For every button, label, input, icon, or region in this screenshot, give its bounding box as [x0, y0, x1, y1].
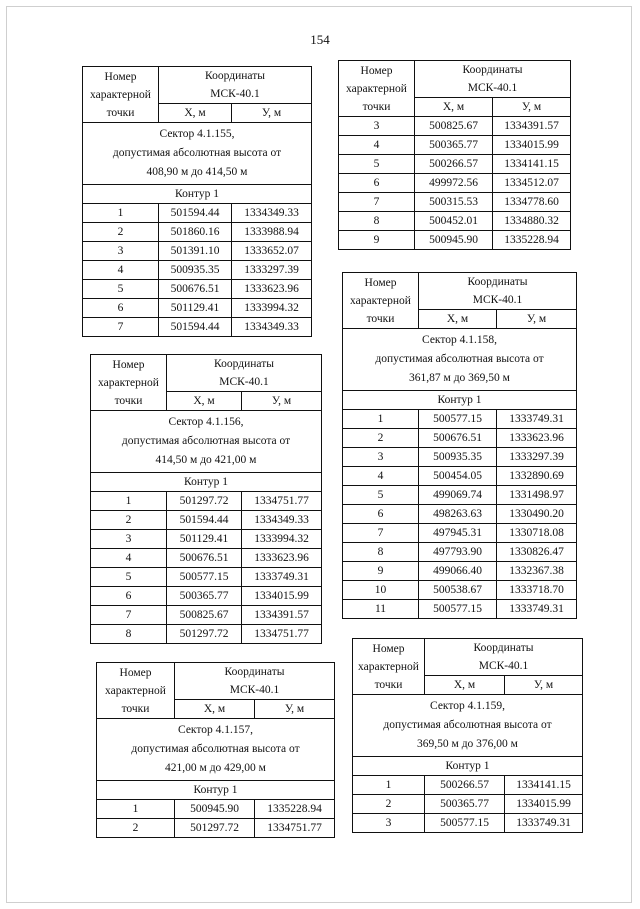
coordinates-table-1 [82, 66, 312, 337]
coordinates-header [159, 67, 312, 104]
sector-description [91, 411, 322, 473]
point-number: 9 [343, 562, 419, 581]
table-row [343, 562, 577, 581]
header-row [339, 61, 571, 98]
table-row [91, 511, 322, 530]
point-number: 4 [91, 549, 167, 568]
table-row [339, 136, 571, 155]
header-text: МСК-40.1 [478, 660, 529, 672]
header-text: Номер [112, 358, 145, 371]
point-number: 1 [343, 410, 419, 429]
sector-row [353, 695, 583, 757]
point-number-header [353, 639, 425, 695]
x-column-header: X, м [425, 676, 505, 695]
x-column-header: X, м [419, 310, 497, 329]
sector-line: допустимая абсолютная высота от [375, 353, 544, 365]
header-text: МСК-40.1 [210, 88, 260, 100]
point-number: 3 [353, 814, 425, 833]
table-row [353, 795, 583, 814]
table-row [343, 543, 577, 562]
x-coordinate: 501860.16 [159, 223, 232, 242]
coordinates-table-3 [90, 354, 322, 644]
point-number: 7 [339, 193, 415, 212]
sector-line: Сектор 4.1.156, [168, 416, 244, 428]
table-row [91, 587, 322, 606]
point-number: 8 [339, 212, 415, 231]
header-text: характерной [346, 82, 407, 95]
coordinates-table-6 [352, 638, 583, 833]
point-number: 2 [343, 429, 419, 448]
y-coordinate: 1335228.94 [255, 800, 335, 819]
sector-description [353, 695, 583, 757]
x-coordinate: 497945.31 [419, 524, 497, 543]
table-row [97, 800, 335, 819]
x-coordinate: 500315.53 [415, 193, 493, 212]
x-column-header: X, м [175, 700, 255, 719]
x-coordinate: 501594.44 [167, 511, 242, 530]
point-number: 1 [91, 492, 167, 511]
contour-row [91, 473, 322, 492]
point-number-header [83, 67, 159, 123]
point-number: 7 [343, 524, 419, 543]
x-coordinate: 500577.15 [425, 814, 505, 833]
y-coordinate: 1334015.99 [242, 587, 322, 606]
point-number: 6 [83, 299, 159, 318]
point-number: 5 [343, 486, 419, 505]
table-row [91, 568, 322, 587]
header-text: точки [366, 312, 395, 325]
x-coordinate: 500945.90 [415, 231, 493, 250]
sector-line: 414,50 м до 421,00 м [155, 454, 257, 466]
table-row [353, 814, 583, 833]
x-column-header: X, м [415, 98, 493, 117]
point-number: 5 [91, 568, 167, 587]
header-text: характерной [105, 684, 166, 697]
sector-row [91, 411, 322, 473]
header-text: Координаты [473, 642, 534, 654]
point-number: 1 [353, 776, 425, 795]
point-number-header [343, 273, 419, 329]
sector-row [83, 123, 312, 185]
header-text: Координаты [224, 666, 285, 678]
x-coordinate: 500266.57 [415, 155, 493, 174]
header-row [91, 355, 322, 392]
table-row [339, 117, 571, 136]
x-coordinate: 501297.72 [167, 492, 242, 511]
coordinates-header [167, 355, 322, 392]
point-number: 6 [91, 587, 167, 606]
y-coordinate: 1334751.77 [255, 819, 335, 838]
y-coordinate: 1333749.31 [497, 600, 577, 619]
coordinates-header [415, 61, 571, 98]
y-coordinate: 1332890.69 [497, 467, 577, 486]
header-text: Номер [119, 666, 152, 679]
y-coordinate: 1334015.99 [493, 136, 571, 155]
header-text: Номер [104, 70, 137, 83]
header-row [343, 273, 577, 310]
point-number: 2 [83, 223, 159, 242]
header-text: точки [362, 100, 391, 113]
table-row [343, 524, 577, 543]
coordinates-table-2 [338, 60, 571, 250]
point-number: 1 [83, 204, 159, 223]
y-coordinate: 1333652.07 [232, 242, 312, 261]
y-coordinate: 1334751.77 [242, 492, 322, 511]
sector-line: допустимая абсолютная высота от [383, 719, 552, 731]
table-row [339, 193, 571, 212]
x-coordinate: 498263.63 [419, 505, 497, 524]
x-coordinate: 501594.44 [159, 318, 232, 337]
table-row [343, 581, 577, 600]
x-coordinate: 500935.35 [419, 448, 497, 467]
y-column-header: У, м [505, 676, 583, 695]
header-text: точки [114, 394, 143, 407]
y-coordinate: 1333623.96 [232, 280, 312, 299]
header-text: точки [374, 678, 403, 691]
table-row [343, 467, 577, 486]
table-row [83, 242, 312, 261]
y-coordinate: 1334512.07 [493, 174, 571, 193]
x-coordinate: 501391.10 [159, 242, 232, 261]
table-row [83, 299, 312, 318]
point-number-header [97, 663, 175, 719]
contour-label: Контур 1 [97, 781, 335, 800]
y-coordinate: 1335228.94 [493, 231, 571, 250]
y-coordinate: 1334349.33 [232, 318, 312, 337]
table-row [83, 261, 312, 280]
header-text: МСК-40.1 [472, 294, 523, 306]
sector-row [97, 719, 335, 781]
y-coordinate: 1330826.47 [497, 543, 577, 562]
y-coordinate: 1333749.31 [242, 568, 322, 587]
x-coordinate: 501297.72 [167, 625, 242, 644]
point-number: 3 [91, 530, 167, 549]
sector-line: Сектор 4.1.155, [159, 128, 235, 140]
header-text: характерной [350, 294, 411, 307]
x-coordinate: 500825.67 [167, 606, 242, 625]
point-number: 5 [339, 155, 415, 174]
header-text: Номер [372, 642, 405, 655]
table-row [91, 530, 322, 549]
y-coordinate: 1333297.39 [232, 261, 312, 280]
point-number: 11 [343, 600, 419, 619]
header-text: Координаты [467, 276, 528, 288]
y-coordinate: 1332367.38 [497, 562, 577, 581]
header-text: МСК-40.1 [219, 376, 269, 388]
table-row [339, 174, 571, 193]
x-coordinate: 500577.15 [419, 600, 497, 619]
y-coordinate: 1333749.31 [505, 814, 583, 833]
contour-row [353, 757, 583, 776]
y-column-header: У, м [232, 104, 312, 123]
point-number-header [339, 61, 415, 117]
x-coordinate: 499069.74 [419, 486, 497, 505]
y-column-header: У, м [497, 310, 577, 329]
point-number: 7 [83, 318, 159, 337]
x-coordinate: 500676.51 [167, 549, 242, 568]
table-row [83, 204, 312, 223]
sector-line: 361,87 м до 369,50 м [409, 372, 510, 384]
x-coordinate: 500945.90 [175, 800, 255, 819]
coordinates-header [419, 273, 577, 310]
x-column-header: X, м [167, 392, 242, 411]
x-coordinate: 500577.15 [167, 568, 242, 587]
header-text: Номер [360, 64, 393, 77]
header-text: Номер [364, 276, 397, 289]
table-row [343, 448, 577, 467]
y-column-header: У, м [493, 98, 571, 117]
table-row [343, 429, 577, 448]
x-coordinate: 500365.77 [415, 136, 493, 155]
table-row [97, 819, 335, 838]
contour-row [83, 185, 312, 204]
y-coordinate: 1334391.57 [493, 117, 571, 136]
header-text: Координаты [205, 70, 265, 82]
header-text: МСК-40.1 [229, 684, 280, 696]
y-coordinate: 1334880.32 [493, 212, 571, 231]
y-coordinate: 1333994.32 [242, 530, 322, 549]
sector-line: 369,50 м до 376,00 м [417, 738, 518, 750]
sector-description [83, 123, 312, 185]
table-row [83, 280, 312, 299]
table-row [343, 486, 577, 505]
x-coordinate: 500452.01 [415, 212, 493, 231]
contour-label: Контур 1 [91, 473, 322, 492]
point-number-header [91, 355, 167, 411]
contour-row [97, 781, 335, 800]
header-text: точки [106, 106, 135, 119]
point-number: 3 [83, 242, 159, 261]
coordinates-header [425, 639, 583, 676]
point-number: 3 [339, 117, 415, 136]
point-number: 7 [91, 606, 167, 625]
y-coordinate: 1334015.99 [505, 795, 583, 814]
x-coordinate: 500266.57 [425, 776, 505, 795]
sector-line: Сектор 4.1.157, [178, 724, 253, 736]
header-text: точки [121, 702, 150, 715]
y-coordinate: 1334349.33 [232, 204, 312, 223]
x-coordinate: 500676.51 [419, 429, 497, 448]
x-coordinate: 500577.15 [419, 410, 497, 429]
point-number: 3 [343, 448, 419, 467]
point-number: 4 [339, 136, 415, 155]
coordinates-header [175, 663, 335, 700]
y-coordinate: 1334751.77 [242, 625, 322, 644]
header-row [353, 639, 583, 676]
point-number: 6 [343, 505, 419, 524]
sector-line: 408,90 м до 414,50 м [146, 166, 248, 178]
y-coordinate: 1334141.15 [493, 155, 571, 174]
point-number: 4 [343, 467, 419, 486]
x-coordinate: 499972.56 [415, 174, 493, 193]
point-number: 2 [353, 795, 425, 814]
table-row [91, 625, 322, 644]
y-column-header: У, м [242, 392, 322, 411]
contour-row [343, 391, 577, 410]
sector-line: допустимая абсолютная высота от [131, 743, 300, 755]
contour-label: Контур 1 [343, 391, 577, 410]
table-row [339, 212, 571, 231]
y-coordinate: 1333623.96 [497, 429, 577, 448]
point-number: 1 [97, 800, 175, 819]
x-coordinate: 500825.67 [415, 117, 493, 136]
y-coordinate: 1333718.70 [497, 581, 577, 600]
point-number: 5 [83, 280, 159, 299]
header-text: Координаты [462, 64, 523, 76]
y-coordinate: 1330718.08 [497, 524, 577, 543]
table-row [83, 223, 312, 242]
y-coordinate: 1333988.94 [232, 223, 312, 242]
x-coordinate: 500454.05 [419, 467, 497, 486]
header-text: характерной [98, 376, 159, 389]
coordinates-table-4 [342, 272, 577, 619]
point-number: 10 [343, 581, 419, 600]
contour-label: Контур 1 [353, 757, 583, 776]
sector-line: допустимая абсолютная высота от [121, 435, 291, 447]
table-row [91, 606, 322, 625]
y-coordinate: 1333297.39 [497, 448, 577, 467]
table-row [343, 410, 577, 429]
table-row [83, 318, 312, 337]
header-text: Координаты [214, 358, 274, 370]
table-row [343, 600, 577, 619]
point-number: 2 [91, 511, 167, 530]
y-coordinate: 1334141.15 [505, 776, 583, 795]
page-number: 154 [310, 32, 330, 47]
x-coordinate: 500365.77 [425, 795, 505, 814]
x-column-header: X, м [159, 104, 232, 123]
header-text: характерной [358, 660, 419, 673]
x-coordinate: 501594.44 [159, 204, 232, 223]
y-coordinate: 1334349.33 [242, 511, 322, 530]
x-coordinate: 500935.35 [159, 261, 232, 280]
sector-description [343, 329, 577, 391]
coordinates-table-5 [96, 662, 335, 838]
x-coordinate: 500365.77 [167, 587, 242, 606]
table-row [339, 231, 571, 250]
y-coordinate: 1334391.57 [242, 606, 322, 625]
sector-line: 421,00 м до 429,00 м [165, 762, 266, 774]
table-row [353, 776, 583, 795]
table-row [343, 505, 577, 524]
y-coordinate: 1333994.32 [232, 299, 312, 318]
point-number: 9 [339, 231, 415, 250]
sector-description [97, 719, 335, 781]
point-number: 2 [97, 819, 175, 838]
sector-row [343, 329, 577, 391]
x-coordinate: 500538.67 [419, 581, 497, 600]
sector-line: допустимая абсолютная высота от [112, 147, 282, 159]
header-row [83, 67, 312, 104]
y-coordinate: 1331498.97 [497, 486, 577, 505]
x-coordinate: 501129.41 [167, 530, 242, 549]
sector-line: Сектор 4.1.158, [422, 334, 497, 346]
point-number: 6 [339, 174, 415, 193]
point-number: 8 [343, 543, 419, 562]
header-text: характерной [90, 88, 151, 101]
y-column-header: У, м [255, 700, 335, 719]
table-row [91, 549, 322, 568]
y-coordinate: 1334778.60 [493, 193, 571, 212]
x-coordinate: 501297.72 [175, 819, 255, 838]
y-coordinate: 1333749.31 [497, 410, 577, 429]
header-text: МСК-40.1 [467, 82, 518, 94]
point-number: 4 [83, 261, 159, 280]
contour-label: Контур 1 [83, 185, 312, 204]
point-number: 8 [91, 625, 167, 644]
x-coordinate: 500676.51 [159, 280, 232, 299]
table-row [91, 492, 322, 511]
y-coordinate: 1330490.20 [497, 505, 577, 524]
table-row [339, 155, 571, 174]
sector-line: Сектор 4.1.159, [430, 700, 505, 712]
header-row [97, 663, 335, 700]
x-coordinate: 499066.40 [419, 562, 497, 581]
x-coordinate: 501129.41 [159, 299, 232, 318]
y-coordinate: 1333623.96 [242, 549, 322, 568]
x-coordinate: 497793.90 [419, 543, 497, 562]
